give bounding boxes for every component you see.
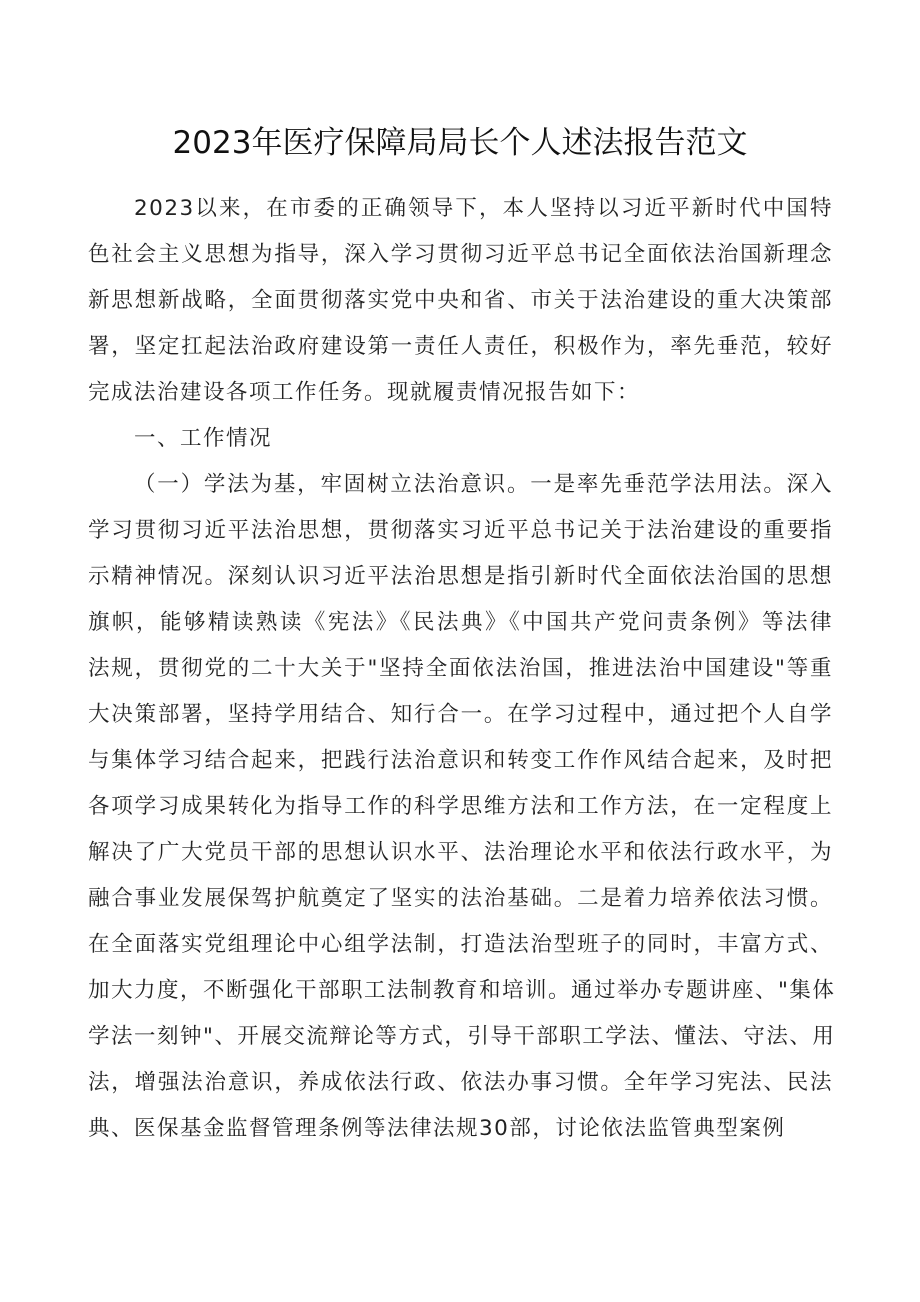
paragraph-line: 2023以来，在市委的正确领导下，本人坚持以习近平新时代中国特: [134, 196, 833, 221]
paragraph-line: 加大力度，不断强化干部职工法制教育和培训。通过举办专题讲座、"集体: [88, 978, 836, 1003]
paragraph-line: 解决了广大党员干部的思想认识水平、法治理论水平和依法行政水平，为: [88, 840, 833, 865]
paragraph-line: 典、医保基金监督管理条例等法律法规30部，讨论依法监管典型案例: [88, 1116, 786, 1141]
paragraph-line: 与集体学习结合起来，把践行法治意识和转变工作作风结合起来，及时把: [88, 748, 833, 773]
paragraph-line: 旗帜，能够精读熟读《宪法》《民法典》《中国共产党问责条例》等法律: [88, 610, 833, 635]
paragraph-line: （一）学法为基，牢固树立法治意识。一是率先垂范学法用法。深入: [134, 472, 833, 497]
paragraph-line: 在全面落实党组理论中心组学法制，打造法治型班子的同时，丰富方式、: [88, 932, 833, 957]
paragraph-line: 示精神情况。深刻认识习近平法治思想是指引新时代全面依法治国的思想: [88, 564, 833, 589]
section-heading: 一、工作情况: [134, 426, 273, 451]
paragraph-line: 色社会主义思想为指导，深入学习贯彻习近平总书记全面依法治国新理念: [88, 242, 833, 267]
paragraph-line: 法，增强法治意识，养成依法行政、依法办事习惯。全年学习宪法、民法: [88, 1070, 833, 1095]
paragraph-line: 新思想新战略，全面贯彻落实党中央和省、市关于法治建设的重大决策部: [88, 288, 833, 313]
paragraph-line: 完成法治建设各项工作任务。现就履责情况报告如下：: [88, 380, 641, 405]
paragraph-line: 学习贯彻习近平法治思想，贯彻落实习近平总书记关于法治建设的重要指: [88, 518, 833, 543]
paragraph-line: 大决策部署，坚持学用结合、知行合一。在学习过程中，通过把个人自学: [88, 702, 833, 727]
document-body: [88, 186, 836, 1152]
paragraph-line: 融合事业发展保驾护航奠定了坚实的法治基础。二是着力培养依法习惯。: [88, 886, 833, 911]
document-title: 2023年医疗保障局局长个人述法报告范文: [172, 125, 748, 161]
paragraph-line: 学法一刻钟"、开展交流辩论等方式，引导干部职工学法、懂法、守法、用: [88, 1024, 836, 1049]
paragraph-line: 署，坚定扛起法治政府建设第一责任人责任，积极作为，率先垂范，较好: [88, 334, 833, 359]
paragraph-line: 法规，贯彻党的二十大关于"坚持全面依法治国，推进法治中国建设"等重: [88, 656, 833, 681]
paragraph-line: 各项学习成果转化为指导工作的科学思维方法和工作方法，在一定程度上: [88, 794, 833, 819]
